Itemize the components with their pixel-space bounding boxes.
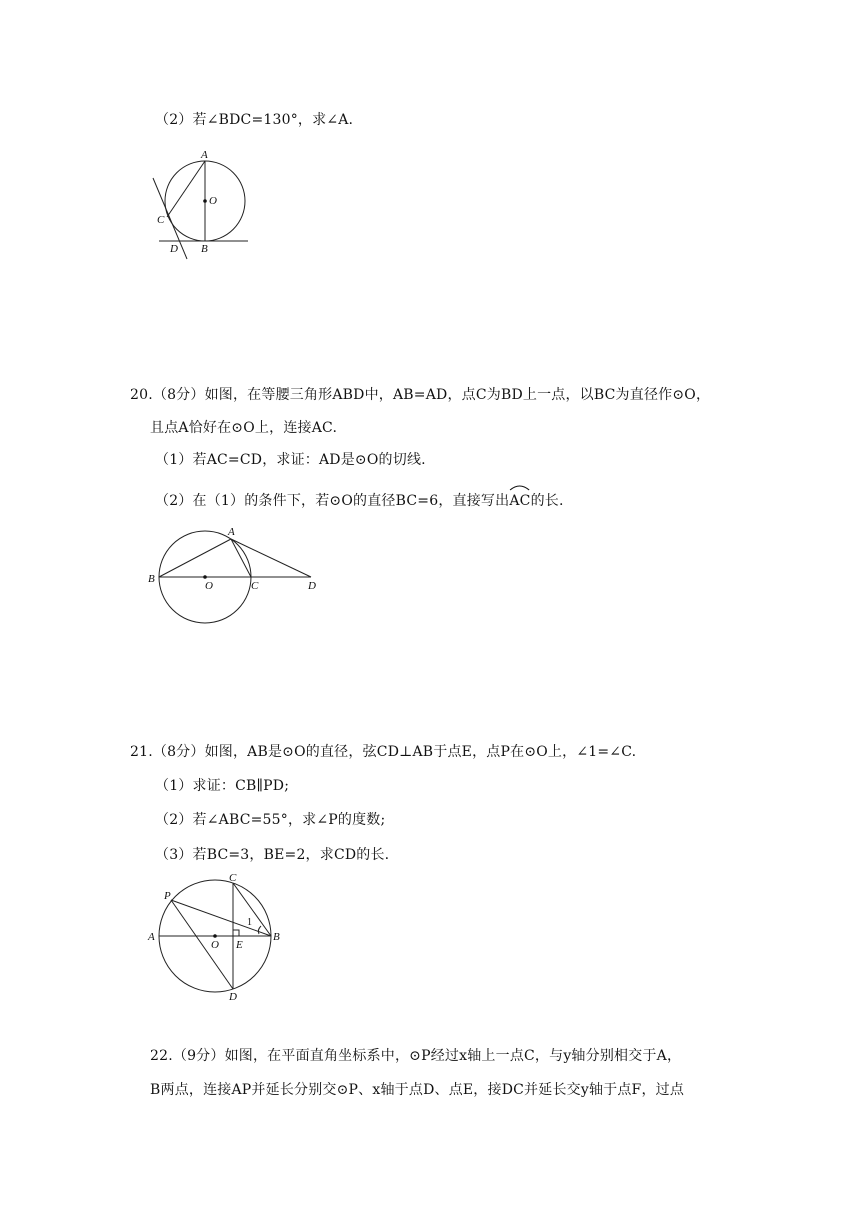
q21-chord-pd [171,900,233,989]
q20-part2-before: （2）在（1）的条件下，若⊙O的直径BC=6，直接写出 [155,493,510,509]
q20-part1: （1）若AC=CD，求证：AD是⊙O的切线. [155,452,426,468]
q20-label-o: O [205,580,213,592]
q21-label-b: B [273,931,280,943]
q21-stem: 21.（8分）如图，AB是⊙O的直径，弦CD⊥AB于点E，点P在⊙O上，∠1=∠C. [130,744,637,760]
q20-line-ac [231,539,251,577]
q19-label-a: A [201,149,208,161]
q21-chord-pb [171,900,271,936]
q21-label-angle1: 1 [247,917,252,928]
q22-stem-line2: B两点，连接AP并延长分别交⊙P、x轴于点D、点E，接DC并延长交y轴于点F，过点 [150,1082,685,1098]
q20-stem-line1: 20.（8分）如图，在等腰三角形ABD中，AB=AD，点C为BD上一点，以BC为直径作⊙O， [130,387,711,403]
q21-angle1-arc [258,926,261,934]
q21-center-dot [213,934,217,938]
q21-part2: （2）若∠ABC=55°，求∠P的度数; [155,812,386,828]
q20-label-c: C [251,580,259,592]
q20-label-a: A [228,526,235,538]
q20-label-b: B [148,573,155,585]
q21-right-angle [233,930,239,936]
q20-figure [143,525,328,625]
q20-stem-line2: 且点A恰好在⊙O上，连接AC. [150,420,338,436]
q21-figure [145,868,285,1003]
q19-label-b: B [201,243,208,255]
q21-label-o: O [211,939,219,951]
q19-figure [145,145,260,260]
q20-line-ab [159,539,231,577]
q21-label-d: D [229,991,237,1003]
q19-label-c: C [157,214,165,226]
q20-part2 [155,491,564,511]
q20-line-ad [231,539,311,577]
q21-label-e: E [236,939,243,951]
q20-part2-after: 的长. [530,493,564,509]
q21-label-p: P [164,890,171,902]
q21-chord-cb [233,883,271,936]
q21-label-a: A [148,931,155,943]
q19-chord-ac [167,161,205,217]
q20-arc-label: AC [509,493,531,509]
q21-part1: （1）求证：CB∥PD; [155,778,290,794]
q19-label-d: D [170,243,178,255]
q21-part3: （3）若BC=3，BE=2，求CD的长. [155,847,390,863]
q20-arc-ac [509,491,530,511]
q19-center-dot [203,199,207,203]
q21-label-c: C [229,872,237,884]
q19-part2-text: （2）若∠BDC=130°，求∠A. [155,112,354,128]
q20-label-d: D [308,580,316,592]
q20-center-dot [203,575,207,579]
q22-stem-line1: 22.（9分）如图，在平面直角坐标系中，⊙P经过x轴上一点C，与y轴分别相交于A， [150,1048,682,1064]
q19-label-o: O [209,195,217,207]
